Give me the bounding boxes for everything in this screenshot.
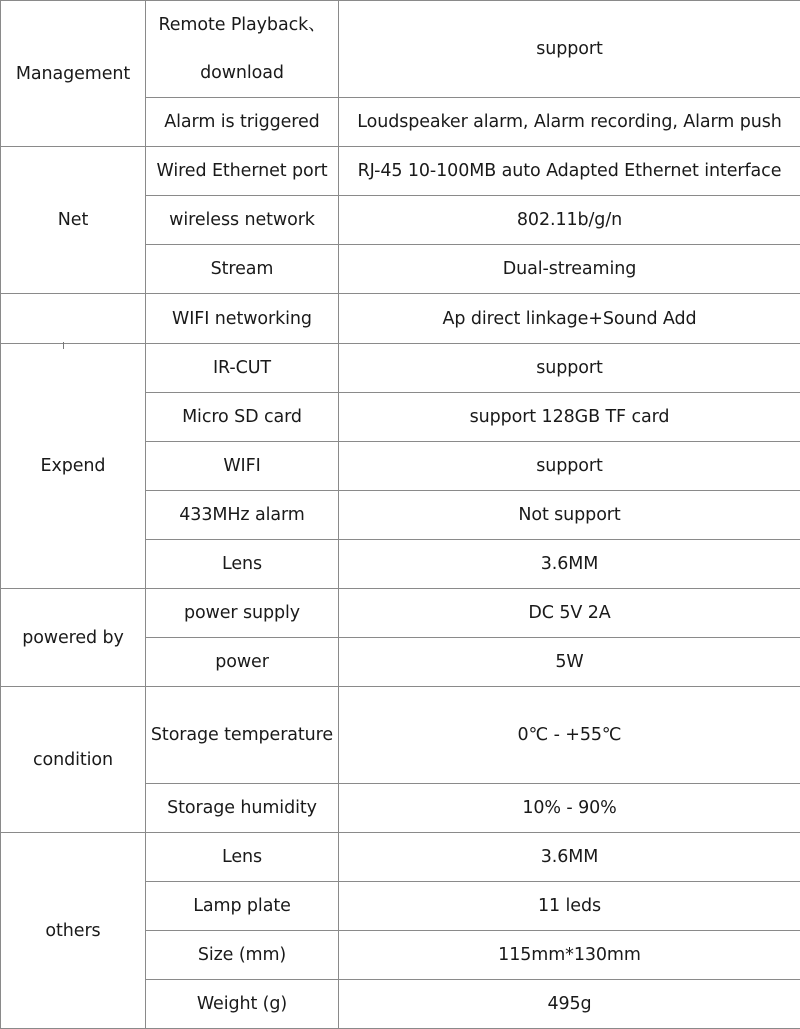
spec-value: 5W bbox=[339, 638, 800, 687]
spec-value: 10% - 90% bbox=[339, 784, 800, 833]
spec-value: 3.6MM bbox=[339, 540, 800, 589]
spec-value: RJ-45 10-100MB auto Adapted Ethernet interface bbox=[339, 147, 800, 196]
spec-label: Storage temperature bbox=[146, 687, 339, 784]
table-row bbox=[1, 344, 800, 393]
category-others: others bbox=[1, 833, 146, 1029]
spec-label: Weight (g) bbox=[146, 980, 339, 1029]
category-net: Net bbox=[1, 147, 146, 294]
table-row bbox=[1, 687, 800, 784]
spec-value: Not support bbox=[339, 491, 800, 540]
spec-label: Micro SD card bbox=[146, 393, 339, 442]
spec-label: IR-CUT bbox=[146, 344, 339, 393]
spec-label: power supply bbox=[146, 589, 339, 638]
category-powered-by: powered by bbox=[1, 589, 146, 687]
category-management: Management bbox=[1, 1, 146, 147]
spec-value: support bbox=[339, 344, 800, 393]
spec-value: Dual-streaming bbox=[339, 245, 800, 294]
spec-label: WIFI networking bbox=[146, 294, 339, 344]
table-row bbox=[1, 833, 800, 882]
spec-value: support 128GB TF card bbox=[339, 393, 800, 442]
spec-value: support bbox=[339, 442, 800, 491]
table-row bbox=[1, 147, 800, 196]
spec-label: Stream bbox=[146, 245, 339, 294]
table-row bbox=[1, 1, 800, 98]
spec-label: Lens bbox=[146, 833, 339, 882]
category-expend: Expend bbox=[1, 344, 146, 589]
spec-label: Storage humidity bbox=[146, 784, 339, 833]
spec-value: DC 5V 2A bbox=[339, 589, 800, 638]
stray-tick-mark bbox=[63, 342, 64, 349]
category-net-continued bbox=[1, 294, 146, 344]
spec-value: 802.11b/g/n bbox=[339, 196, 800, 245]
spec-value: 3.6MM bbox=[339, 833, 800, 882]
spec-label: Size (mm) bbox=[146, 931, 339, 980]
spec-value: 495g bbox=[339, 980, 800, 1029]
spec-label: Wired Ethernet port bbox=[146, 147, 339, 196]
table-row bbox=[1, 294, 800, 344]
spec-label: Remote Playback、download bbox=[146, 1, 339, 98]
spec-value: 11 leds bbox=[339, 882, 800, 931]
spec-label: wireless network bbox=[146, 196, 339, 245]
spec-label: Lens bbox=[146, 540, 339, 589]
table-row bbox=[1, 589, 800, 638]
spec-value: 0℃ - +55℃ bbox=[339, 687, 800, 784]
spec-value: Ap direct linkage+Sound Add bbox=[339, 294, 800, 344]
spec-label: power bbox=[146, 638, 339, 687]
spec-value: Loudspeaker alarm, Alarm recording, Alarm push bbox=[339, 98, 800, 147]
spec-label: WIFI bbox=[146, 442, 339, 491]
spec-value: support bbox=[339, 1, 800, 98]
spec-value: 115mm*130mm bbox=[339, 931, 800, 980]
spec-label: Alarm is triggered bbox=[146, 98, 339, 147]
spec-label: Lamp plate bbox=[146, 882, 339, 931]
spec-label: 433MHz alarm bbox=[146, 491, 339, 540]
category-condition: condition bbox=[1, 687, 146, 833]
